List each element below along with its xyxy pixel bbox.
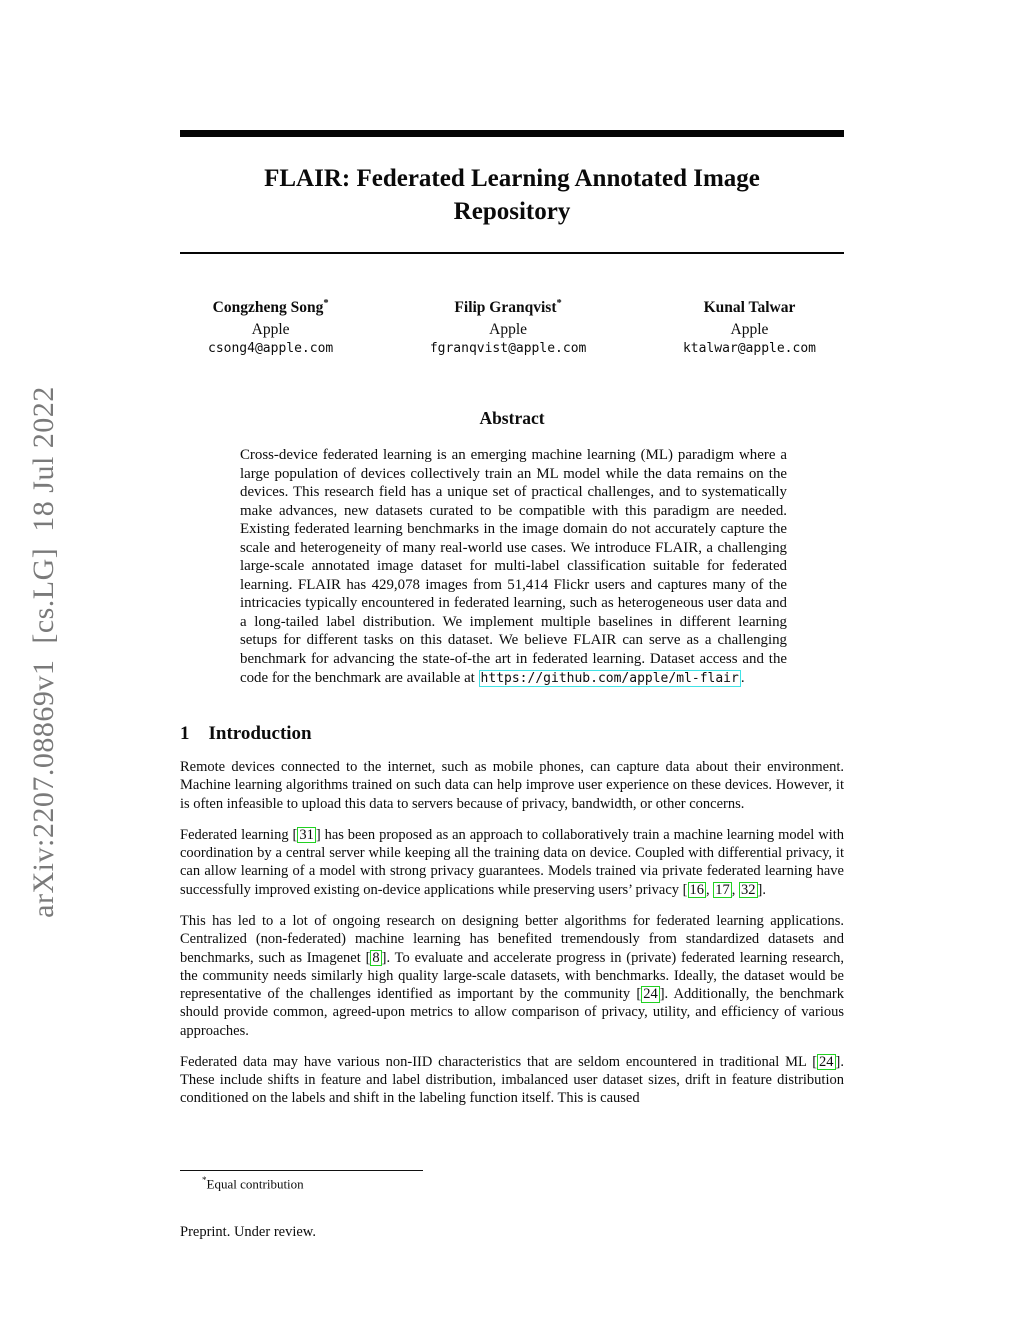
equal-contribution-mark: *: [323, 298, 329, 309]
title-rule-bottom: [180, 252, 844, 254]
author-name: Filip Granqvist*: [454, 298, 562, 317]
footnote-rule: [180, 1170, 423, 1171]
external-link[interactable]: https://github.com/apple/ml-flair: [480, 670, 739, 686]
intro-paragraph-4: Federated data may have various non-IID characteristics that are seldom encountered in traditional ML [ 24 ]. These include shifts in feature and label distribution, imbalanced user dataset sizes, drift in feature distribution conditioned on the labels and shift in the labeling function itself. This is caused: [180, 1053, 844, 1107]
abstract-text: Cross-device federated learning is an emerging machine learning (ML) paradigm where a large population of devices collectively train an ML model while the data remains on the devices. This research field has a unique set of practical challenges, and to systematically make advances, new datasets curated to be compatible with this paradigm are needed. Existing federated learning benchmarks in the image domain do not accurately capture the scale and heterogeneity of many real-world use cases. We introduce FLAIR, a challenging large-scale annotated image dataset for multi-label classification suitable for federated learning. FLAIR has 429,078 images from 51,414 Flickr users and captures many of the intricacies typically encountered in federated learning, such as heterogeneous user data and a long-tailed label distribution. We implement multiple baselines in different learning setups for different tasks on this dataset. We believe FLAIR can serve as a challenging benchmark for advancing the state-of-the art in federated learning. Dataset access and the code for the benchmark are available at https://github.com/apple/ml-flair .: [240, 447, 787, 686]
citation-ref[interactable]: 17: [715, 881, 730, 898]
section-title: Introduction: [208, 723, 312, 745]
section-heading-introduction: [180, 723, 844, 745]
preprint-notice: Preprint. Under review.: [180, 1224, 316, 1240]
author-name: Kunal Talwar: [703, 299, 796, 317]
author-affiliation: Apple: [730, 320, 769, 338]
footnote-block: [180, 1170, 844, 1192]
footnote-equal-contribution: *Equal contribution: [202, 1175, 304, 1192]
paper-title: FLAIR: Federated Learning Annotated Image Repository: [264, 165, 760, 225]
intro-paragraph-3: This has led to a lot of ongoing research on designing better algorithms for federated learning applications. Centralized (non-federated) machine learning has benefited tremendously from standardized datasets and benchmarks, such as Imagenet [ 8 ]. To evaluate and accelerate progress in (private) federated learning research, the community needs similarly high quality large-scale datasets, with benchmarks. Ideally, the dataset would be representative of the challenges identified as important by the community [ 24 ]. Additionally, the benchmark should provide common, agreed-upon metrics to allow comparison of privacy, utility, and efficiency of various approaches.: [180, 912, 844, 1039]
author-2: [430, 298, 587, 358]
section-number: 1: [180, 723, 190, 745]
author-1: [208, 298, 333, 358]
citation-ref[interactable]: 16: [689, 881, 704, 898]
intro-paragraph-2: Federated learning [ 31 ] has been proposed as an approach to collaboratively train a machine learning model with coordination by a central server while keeping all the training data on device. Coupled with differential privacy, it can allow learning of a model with strong privacy guarantees. Models trained via private federated learning have successfully improved existing on-device applications while preserving users’ privacy [ 16 , 17 , 32 ].: [180, 826, 844, 898]
author-email[interactable]: ktalwar@apple.com: [682, 341, 816, 357]
author-email[interactable]: fgranqvist@apple.com: [429, 341, 587, 357]
author-block: [180, 298, 844, 358]
citation-ref[interactable]: 24: [643, 986, 658, 1003]
arxiv-watermark: arXiv:2207.08869v1 [cs.LG] 18 Jul 2022: [27, 386, 60, 918]
intro-paragraph-1: Remote devices connected to the internet, such as mobile phones, can capture data about their environment. Machine learning algorithms trained on such data can help improve user experience on these devices. However, it is often infeasible to upload this data to servers because of privacy, bandwidth, or other concerns.: [180, 759, 844, 812]
abstract-heading: Abstract: [479, 408, 545, 429]
citation-ref[interactable]: 31: [299, 826, 314, 843]
author-affiliation: Apple: [489, 320, 528, 338]
author-name: Congzheng Song*: [212, 298, 329, 317]
citation-ref[interactable]: 24: [819, 1053, 834, 1070]
citation-ref[interactable]: 32: [741, 881, 756, 898]
author-3: [683, 298, 816, 358]
author-email[interactable]: csong4@apple.com: [208, 341, 334, 357]
paper-content: [180, 0, 844, 1108]
citation-ref[interactable]: 8: [372, 949, 380, 966]
equal-contribution-mark: *: [556, 298, 562, 309]
author-affiliation: Apple: [251, 320, 290, 338]
footnote-mark: *: [202, 1175, 207, 1185]
title-rule-top: [180, 130, 844, 137]
